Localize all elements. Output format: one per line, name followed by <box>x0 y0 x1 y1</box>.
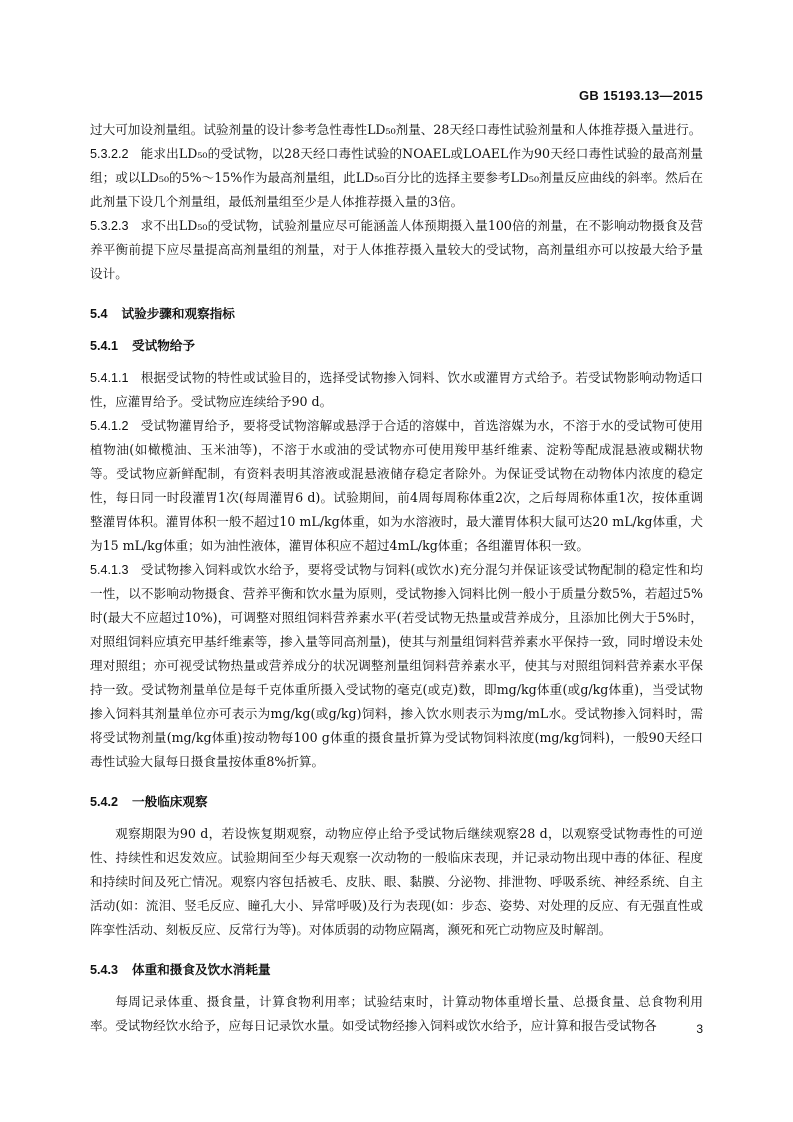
clause-text: 求不出LD₅₀的受试物，试验剂量应尽可能涵盖人体预期摄入量100倍的剂量，在不影响动物摄食及营养平衡前提下应尽量提高高剂量组的剂量，对于人体推荐摄入量较大的受试物，高剂量组亦可以按最大给予量设计。 <box>90 218 703 281</box>
clause-number: 5.4.1.1 <box>90 371 129 385</box>
clause-5-4-1-1 <box>90 366 703 414</box>
page-number: 3 <box>696 1022 703 1036</box>
body-text <box>90 118 703 1038</box>
heading-text: 受试物给予 <box>132 339 195 353</box>
heading-number: 5.4.3 <box>90 963 119 977</box>
clause-5-3-2-3 <box>90 214 703 286</box>
heading-text: 体重和摄食及饮水消耗量 <box>132 963 271 977</box>
clause-5-3-2-2 <box>90 142 703 214</box>
paragraph-5-4-2: 观察期限为90 d，若设恢复期观察，动物应停止给予受试物后继续观察28 d，以观察受试物毒性的可逆性、持续性和迟发效应。试验期间至少每天观察一次动物的一般临床表现，并记录动物出现中毒的体征、程度和持续时间及死亡情况。观察内容包括被毛、皮肤、眼、黏膜、分泌物、排泄物、呼吸系统、神经系统、自主活动(如：流泪、竖毛反应、瞳孔大小、异常呼吸)及行为表现(如：步态、姿势、对处理的反应、有无强直性或阵挛性活动、刻板反应、反常行为等)。对体质弱的动物应隔离，濒死和死亡动物应及时解剖。 <box>90 826 703 937</box>
section-heading-5-4-2 <box>90 790 703 814</box>
section-heading-5-4-1 <box>90 334 703 358</box>
clause-number: 5.3.2.3 <box>90 219 129 233</box>
clause-5-4-1-2 <box>90 414 703 558</box>
heading-number: 5.4.1 <box>90 339 119 353</box>
paragraph-continued: 过大可加设剂量组。试验剂量的设计参考急性毒性LD₅₀剂量、28天经口毒性试验剂量和人体推荐摄入量进行。 <box>90 122 702 137</box>
section-heading-5-4 <box>90 302 703 326</box>
section-heading-5-4-3 <box>90 958 703 982</box>
clause-text: 受试物灌胃给予，要将受试物溶解或悬浮于合适的溶媒中，首选溶媒为水，不溶于水的受试物可使用植物油(如橄榄油、玉米油等)，不溶于水或油的受试物亦可使用羧甲基纤维素、淀粉等配成混悬液或糊状物等。受试物应新鲜配制，有资料表明其溶液或混悬液储存稳定者除外。为保证受试物在动物体内浓度的稳定性，每日同一时段灌胃1次(每周灌胃6 d)。试验期间，前4周每周称体重2次，之后每周称体重1次，按体重调整灌胃体积。灌胃体积一般不超过10 mL/kg体重，如为水溶液时，最大灌胃体积大鼠可达20 mL/kg体重，犬为15 mL/kg体重；如为油性液体，灌胃体积应不超过4mL/kg体重；各组灌胃体积一致。 <box>90 418 703 553</box>
paragraph-5-4-3: 每周记录体重、摄食量，计算食物利用率；试验结束时，计算动物体重增长量、总摄食量、总食物利用率。受试物经饮水给予，应每日记录饮水量。如受试物经掺入饲料或饮水给予，应计算和报告受试物各 <box>90 994 703 1033</box>
clause-number: 5.3.2.2 <box>90 147 129 161</box>
clause-number: 5.4.1.2 <box>90 419 129 433</box>
clause-text: 能求出LD₅₀的受试物，以28天经口毒性试验的NOAEL或LOAEL作为90天经口毒性试验的最高剂量组；或以LD₅₀的5%～15%作为最高剂量组，此LD₅₀百分比的选择主要参考LD₅₀剂量反应曲线的斜率。然后在此剂量下设几个剂量组，最低剂量组至少是人体推荐摄入量的3倍。 <box>90 146 703 209</box>
heading-number: 5.4.2 <box>90 795 119 809</box>
clause-text: 受试物掺入饲料或饮水给予，要将受试物与饲料(或饮水)充分混匀并保证该受试物配制的稳定性和均一性，以不影响动物摄食、营养平衡和饮水量为原则，受试物掺入饲料比例一般小于质量分数5%，若超过5%时(最大不应超过10%)，可调整对照组饲料营养素水平(若受试物无热量或营养成分，且添加比例大于5%时，对照组饲料应填充甲基纤维素等，掺入量等同高剂量)，使其与剂量组饲料营养素水平保持一致，同时增设未处理对照组；亦可视受试物热量或营养成分的状况调整剂量组饲料营养素水平，使其与对照组饲料营养素水平保持一致。受试物剂量单位是每千克体重所摄入受试物的毫克(或克)数，即mg/kg体重(或g/kg体重)，当受试物掺入饲料其剂量单位亦可表示为mg/kg(或g/kg)饲料，掺入饮水则表示为mg/mL水。受试物掺入饲料时，需将受试物剂量(mg/kg体重)按动物每100 g体重的摄食量折算为受试物饲料浓度(mg/kg饲料)，一般90天经口毒性试验大鼠每日摄食量按体重8%折算。 <box>90 562 703 769</box>
heading-text: 一般临床观察 <box>132 795 208 809</box>
clause-number: 5.4.1.3 <box>90 563 129 577</box>
heading-number: 5.4 <box>90 307 108 321</box>
clause-5-4-1-3 <box>90 558 703 774</box>
standard-code-header: GB 15193.13—2015 <box>578 88 703 103</box>
clause-text: 根据受试物的特性或试验目的，选择受试物掺入饲料、饮水或灌胃方式给予。若受试物影响动物适口性，应灌胃给予。受试物应连续给予90 d。 <box>90 370 703 409</box>
heading-text: 试验步骤和观察指标 <box>121 307 235 321</box>
